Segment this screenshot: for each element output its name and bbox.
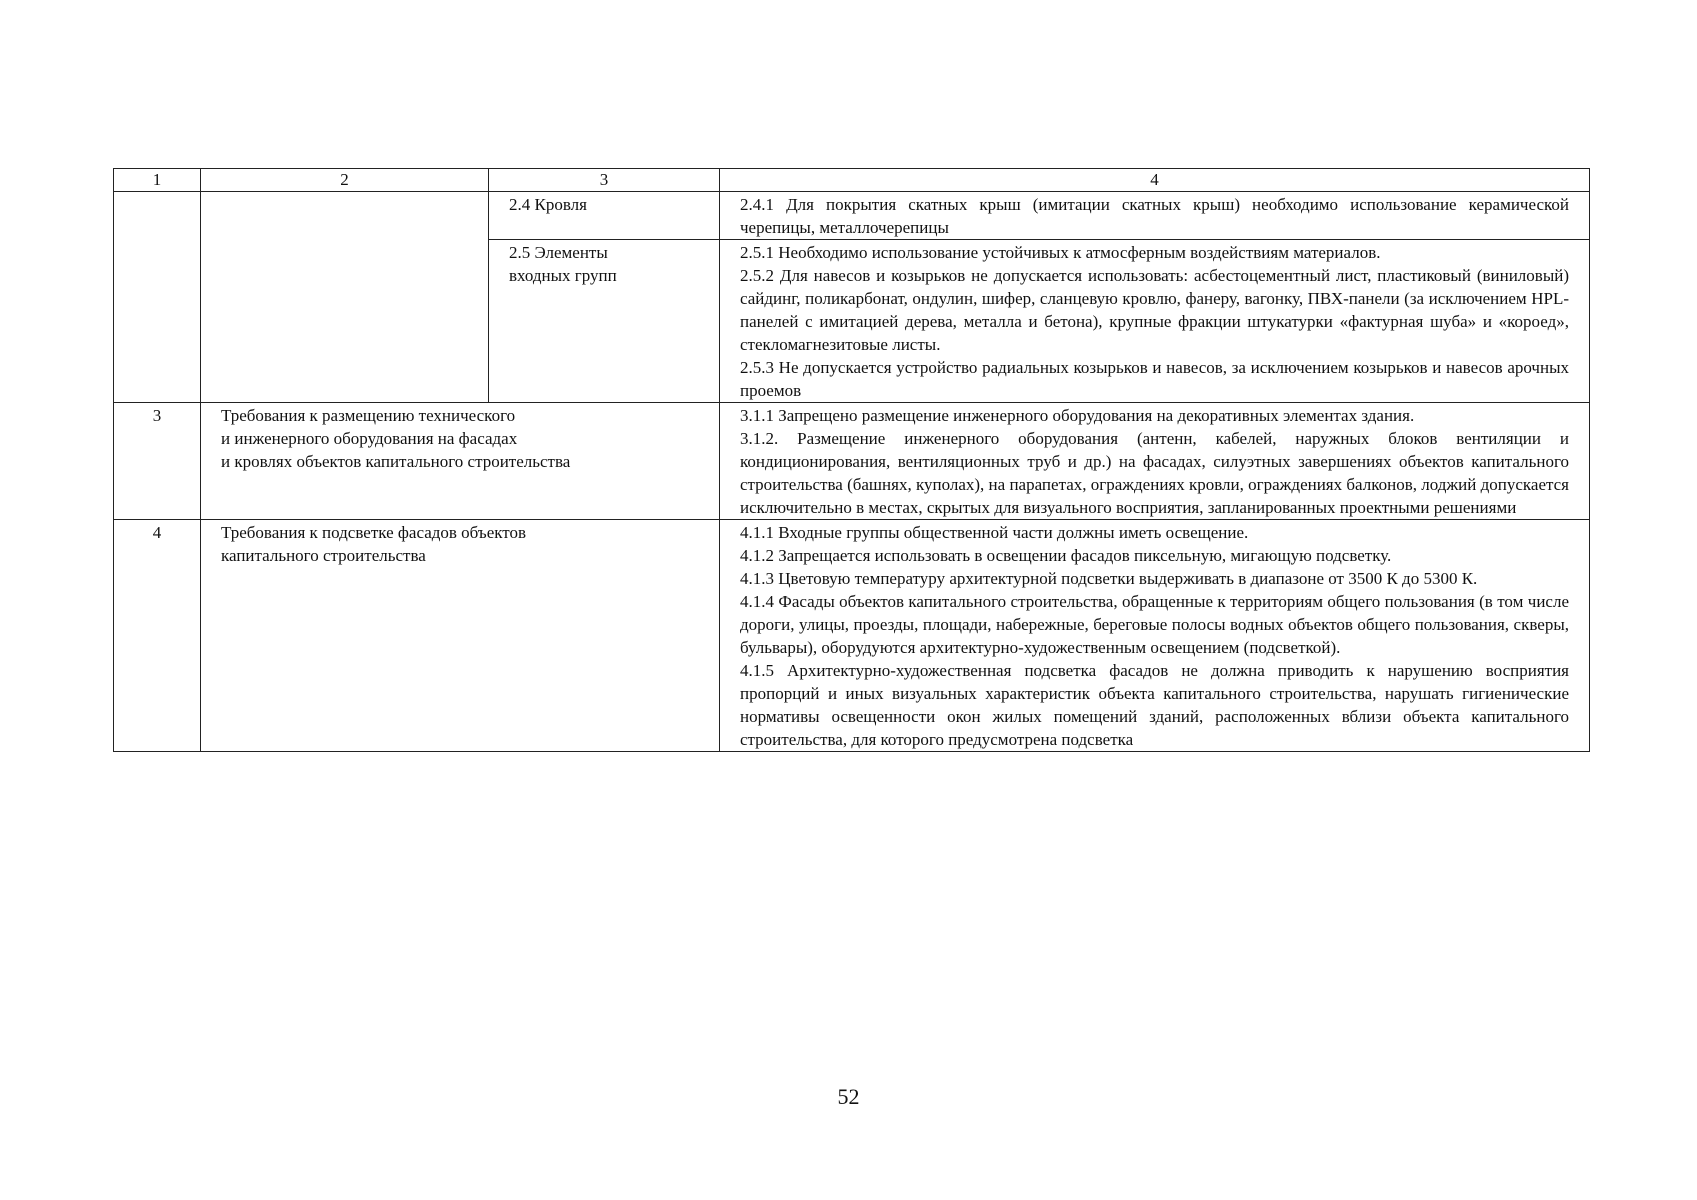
paragraph-4-1-5: 4.1.5 Архитектурно-художественная подсветка фасадов не должна приводить к нарушению восприятия пропорций и иных визуальных характеристик объекта капитального строительства, нарушать гигиенические нормативы освещенности окон жилых помещений зданий, расположенных вблизи объекта капитального строительства, для которого предусмотрена подсветка <box>740 661 1569 749</box>
row-number-4: 4 <box>114 520 201 752</box>
paragraph-2-5-2: 2.5.2 Для навесов и козырьков не допускается использовать: асбестоцементный лист, пластиковый (виниловый) сайдинг, поликарбонат, ондулин, шифер, сланцевую кровлю, фанеру, вагонку, ПВХ-панели (за исключением HPL-панелей с имитацией дерева, металла и бетона), крупные фракции штукатурки «фактурная шуба» и «короед», стекломагнезитовые листы. <box>740 266 1569 354</box>
subsection-label: 2.4 Кровля <box>509 195 587 214</box>
content-cell-entrance <box>720 240 1590 403</box>
title-line: и кровлях объектов капитального строительства <box>221 452 571 471</box>
number-cell-empty <box>114 192 201 403</box>
header-cell-1: 1 <box>114 169 201 192</box>
title-cell-equipment <box>201 403 720 520</box>
table-row-roof <box>114 192 1590 240</box>
content-cell-lighting <box>720 520 1590 752</box>
paragraph-2-5-3: 2.5.3 Не допускается устройство радиальных козырьков и навесов, за исключением козырьков и навесов арочных проемов <box>740 358 1569 400</box>
paragraph-4-1-3: 4.1.3 Цветовую температуру архитектурной подсветки выдерживать в диапазоне от 3500 К до 5300 К. <box>740 569 1478 588</box>
subsection-label: 2.5 Элементы входных групп <box>509 243 617 285</box>
subsection-cell-roof <box>489 192 720 240</box>
header-cell-3: 3 <box>489 169 720 192</box>
paragraph-2-5-1: 2.5.1 Необходимо использование устойчивых к атмосферным воздействиям материалов. <box>740 243 1381 262</box>
header-cell-4: 4 <box>720 169 1590 192</box>
paragraph-4-1-4: 4.1.4 Фасады объектов капитального строительства, обращенные к территориям общего пользования (в том числе дороги, улицы, проезды, площади, набережные, береговые полосы водных объектов общего пользования, скверы, бульвары), оборудуются архитектурно-художественным освещением (подсветкой). <box>740 592 1569 657</box>
row-number-3: 3 <box>114 403 201 520</box>
subsection-cell-entrance <box>489 240 720 403</box>
paragraph-3-1-1: 3.1.1 Запрещено размещение инженерного оборудования на декоративных элементах здания. <box>740 406 1415 425</box>
title-line: Требования к размещению технического <box>221 406 516 425</box>
paragraph-2-4-1: 2.4.1 Для покрытия скатных крыш (имитации скатных крыш) необходимо использование керамической черепицы, металлочерепицы <box>740 195 1569 237</box>
page-number: 52 <box>837 1084 860 1109</box>
title-cell-lighting <box>201 520 720 752</box>
table-row-lighting <box>114 520 1590 752</box>
table-row-equipment <box>114 403 1590 520</box>
header-cell-2: 2 <box>201 169 489 192</box>
paragraph-4-1-1: 4.1.1 Входные группы общественной части должны иметь освещение. <box>740 523 1249 542</box>
title-cell-empty <box>201 192 489 403</box>
table-header-row <box>114 169 1590 192</box>
paragraph-3-1-2: 3.1.2. Размещение инженерного оборудования (антенн, кабелей, наружных блоков вентиляции и кондиционирования, вентиляционных труб и др.) на фасадах, силуэтных завершениях объектов капитального строительства (башнях, куполах), на парапетах, ограждениях кровли, ограждениях балконов, лоджий допускается исключительно в местах, скрытых для визуального восприятия, запланированных проектными решениями <box>740 429 1569 517</box>
paragraph-4-1-2: 4.1.2 Запрещается использовать в освещении фасадов пиксельную, мигающую подсветку. <box>740 546 1392 565</box>
title-line: Требования к подсветке фасадов объектов <box>221 523 527 542</box>
content-cell-roof <box>720 192 1590 240</box>
content-cell-equipment <box>720 403 1590 520</box>
title-line: капитального строительства <box>221 546 426 565</box>
title-line: и инженерного оборудования на фасадах <box>221 429 518 448</box>
requirements-table <box>113 168 1590 752</box>
